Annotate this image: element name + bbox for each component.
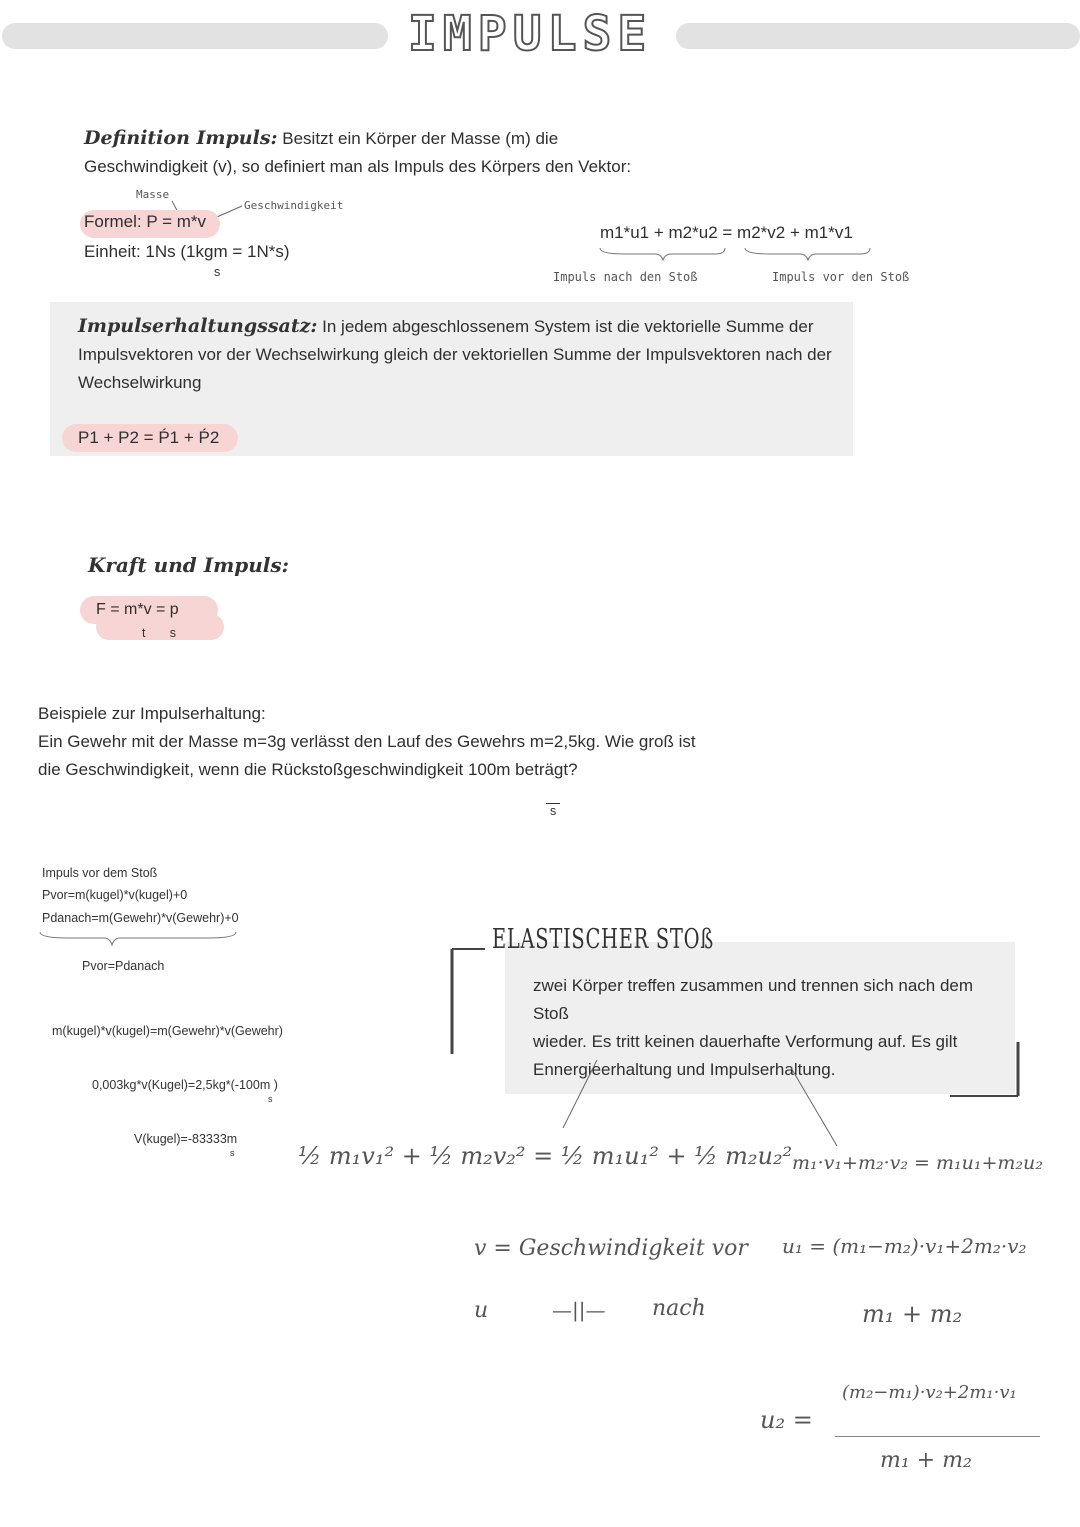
hand-ditto: —||— xyxy=(552,1298,606,1322)
calc-line-6-den: s xyxy=(268,1094,273,1104)
definition-block xyxy=(84,124,784,181)
erhaltungssatz-line1: In jedem abgeschlossenem System ist die vektorielle Summe der xyxy=(322,317,814,336)
erhaltungssatz-formula: P1 + P2 = Ṕ1 + Ṕ2 xyxy=(78,428,220,447)
formel-text: Formel: P = m*v xyxy=(84,212,207,231)
hand-u2-numerator: (m₂−m₁)·v₂+2m₁·v₁ xyxy=(842,1382,1017,1403)
definition-line1: Besitzt ein Körper der Masse (m) die xyxy=(282,129,559,148)
hand-energy-equation: ½ m₁v₁² + ½ m₂v₂² = ½ m₁u₁² + ½ m₂u₂² xyxy=(298,1142,793,1170)
hand-nach: nach xyxy=(652,1296,706,1321)
label-impuls-vor: Impuls vor den Stoß xyxy=(772,270,910,284)
hand-v-definition: v = Geschwindigkeit vor xyxy=(474,1236,748,1261)
einheit-text: Einheit: 1Ns (1kgm = 1N*s) xyxy=(84,242,290,261)
hand-u1-numerator: u₁ = (m₁−m₂)·v₁+2m₂·v₂ xyxy=(782,1234,1027,1258)
header-bar-right xyxy=(676,23,1080,49)
beispiele-block xyxy=(38,700,738,784)
hand-momentum-equation: m₁·v₁+m₂·v₂ = m₁u₁+m₂u₂ xyxy=(792,1152,1043,1174)
calc-line-5: m(kugel)*v(kugel)=m(Gewehr)*v(Gewehr) xyxy=(52,1024,283,1038)
elastisch-heading: ELASTISCHER STOß xyxy=(492,924,714,955)
elastisch-pointer-lines xyxy=(555,1058,855,1148)
erhaltungssatz-heading: Impulserhaltungssatz: xyxy=(78,315,318,337)
elastisch-line3: Ennergieerhaltung und Impulserhaltung. xyxy=(533,1060,836,1079)
label-impuls-nach: Impuls nach den Stoß xyxy=(553,270,698,284)
collision-braces xyxy=(595,246,885,266)
erhaltungssatz-line3: Wechselwirkung xyxy=(78,373,202,392)
hand-u-symbol: u xyxy=(474,1298,489,1323)
calc-line-7: V(kugel)=-83333m xyxy=(134,1132,238,1146)
hand-u1-denominator: m₁ + m₂ xyxy=(862,1300,963,1328)
calc-line-4: Pvor=Pdanach xyxy=(82,959,165,973)
beispiele-unit-denominator: s xyxy=(546,803,560,818)
definition-line2: Geschwindigkeit (v), so definiert man als Impuls des Körpers den Vektor: xyxy=(84,157,632,176)
erhaltungssatz-line2: Impulsvektoren vor der Wechselwirkung gleich der vektoriellen Summe der Impulsvektoren nach der xyxy=(78,345,832,364)
beispiele-line3: die Geschwindigkeit, wenn die Rückstoßgeschwindigkeit 100m beträgt? xyxy=(38,760,578,779)
hand-u2-fraction-line xyxy=(835,1436,1040,1437)
kraft-denominators: t s xyxy=(142,626,177,640)
header-bar-left xyxy=(2,23,388,49)
kraft-formula: F = m*v = p xyxy=(96,601,179,618)
geschwindigkeit-note: Geschwindigkeit xyxy=(244,199,344,212)
calc-line-2: Pvor=m(kugel)*v(kugel)+0 xyxy=(42,888,188,902)
beispiele-line2: Ein Gewehr mit der Masse m=3g verlässt den Lauf des Gewehrs m=2,5kg. Wie groß ist xyxy=(38,732,696,751)
calc-line-1: Impuls vor dem Stoß xyxy=(42,866,158,880)
hand-u2-denominator: m₁ + m₂ xyxy=(880,1448,972,1473)
kraft-heading: Kraft und Impuls: xyxy=(88,553,289,577)
calc-brace xyxy=(38,930,242,948)
beispiele-line1: Beispiele zur Impulserhaltung: xyxy=(38,704,266,723)
masse-note: Masse xyxy=(136,188,170,201)
hand-u2-lhs: u₂ = xyxy=(760,1406,813,1434)
erhaltungssatz-text xyxy=(78,312,838,397)
collision-equation: m1*u1 + m2*u2 = m2*v2 + m1*v1 xyxy=(600,223,853,242)
elastisch-line2: wieder. Es tritt keinen dauerhafte Verformung auf. Es gilt xyxy=(533,1032,958,1051)
calc-line-7-den: s xyxy=(230,1148,235,1158)
elastisch-line1: zwei Körper treffen zusammen und trennen sich nach dem Stoß xyxy=(533,976,974,1023)
calc-line-3: Pdanach=m(Gewehr)*v(Gewehr)+0 xyxy=(42,911,239,925)
page-title: IMPULSE xyxy=(408,6,653,62)
calc-line-6: 0,003kg*v(Kugel)=2,5kg*(-100m ) xyxy=(92,1078,278,1092)
definition-heading: Definition Impuls: xyxy=(84,127,278,149)
einheit-denominator: s xyxy=(214,265,221,279)
